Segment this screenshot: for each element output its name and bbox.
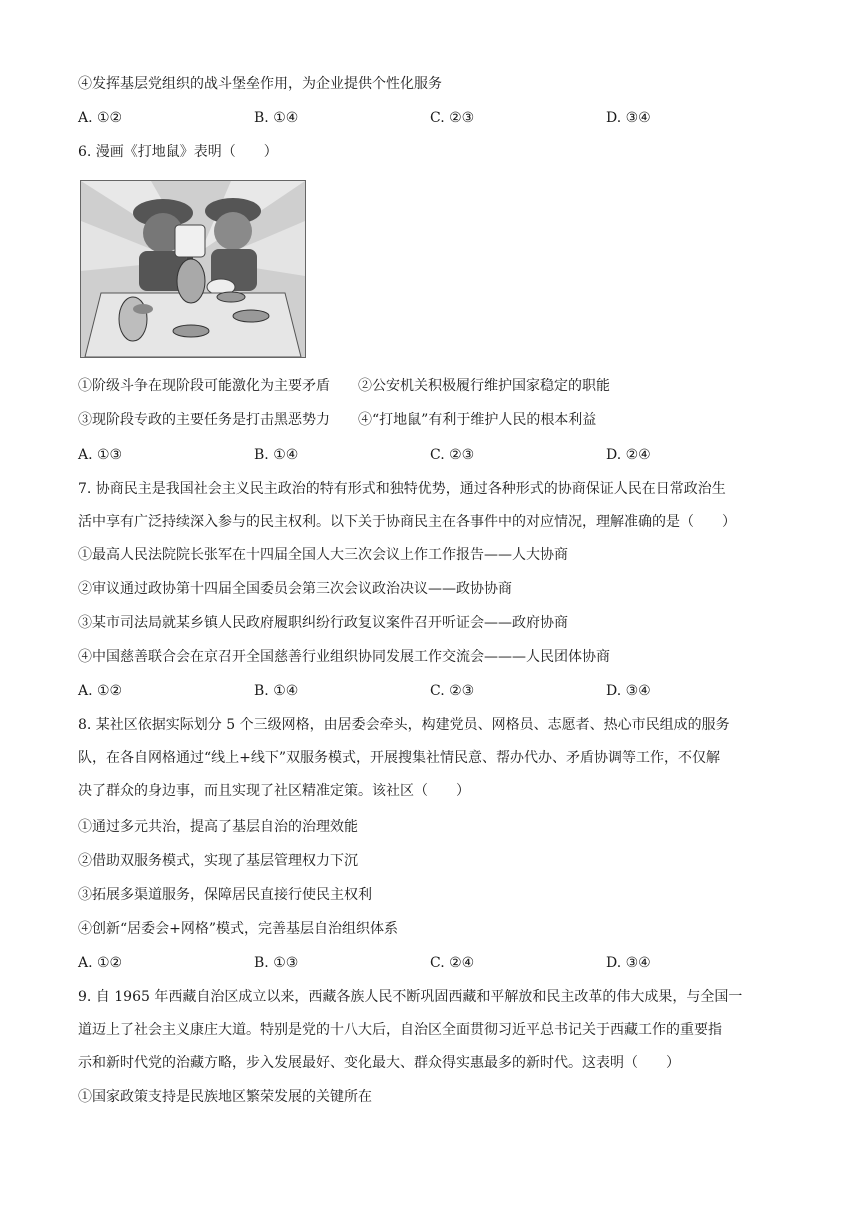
question-stem: 9. 自 1965 年西藏自治区成立以来，西藏各族人民不断巩固西藏和平解放和民主改革的伟大成果，与全国一 [78,989,743,1005]
option-text: ①通过多元共治，提高了基层自治的治理效能 [78,819,358,835]
choice-a: A. ①② [78,955,123,971]
question-stem: 队，在各自网格通过“线上+线下”双服务模式，开展搜集社情民意、帮办代办、矛盾协调等工作，不仅解 [78,750,721,766]
answer-choices [78,445,798,465]
choice-c: C. ②③ [430,110,475,126]
option-text: ③某市司法局就某乡镇人民政府履职纠纷行政复议案件召开听证会——政府协商 [78,615,568,631]
question-stem: 7. 协商民主是我国社会主义民主政治的特有形式和独特优势，通过各种形式的协商保证人民在日常政治生 [78,481,726,497]
question-stem: 道迈上了社会主义康庄大道。特别是党的十八大后，自治区全面贯彻习近平总书记关于西藏工作的重要指 [78,1022,722,1038]
cartoon-whack-a-mole-image [80,180,306,358]
choice-b: B. ①④ [254,110,299,126]
option-text: ④创新“居委会+网格”模式，完善基层自治组织体系 [78,921,399,937]
choice-c: C. ②④ [430,955,475,971]
option-text: ④发挥基层党组织的战斗堡垒作用，为企业提供个性化服务 [78,76,442,92]
answer-choices [78,953,798,973]
question-stem: 活中享有广泛持续深入参与的民主权利。以下关于协商民主在各事件中的对应情况，理解准确的是（ ） [78,514,736,530]
option-text: ①国家政策支持是民族地区繁荣发展的关键所在 [78,1089,372,1105]
choice-b: B. ①③ [254,955,299,971]
choice-a: A. ①② [78,683,123,699]
option-text: ②借助双服务模式，实现了基层管理权力下沉 [78,853,358,869]
option-text: ④中国慈善联合会在京召开全国慈善行业组织协同发展工作交流会———人民团体协商 [78,649,610,665]
choice-d: D. ③④ [606,955,651,971]
option-line: ①阶级斗争在现阶段可能激化为主要矛盾 ②公安机关积极履行维护国家稳定的职能 [78,378,610,394]
choice-d: D. ②④ [606,447,651,463]
choice-b: B. ①④ [254,683,299,699]
choice-b: B. ①④ [254,447,299,463]
option-text: ③拓展多渠道服务，保障居民直接行使民主权利 [78,887,372,903]
choice-a: A. ①② [78,110,123,126]
choice-c: C. ②③ [430,447,475,463]
question-stem: 8. 某社区依据实际划分 5 个三级网格，由居委会牵头，构建党员、网格员、志愿者、热心市民组成的服务 [78,717,730,733]
answer-choices [78,681,798,701]
option-text: ②审议通过政协第十四届全国委员会第三次会议政治决议——政协协商 [78,581,512,597]
answer-choices [78,108,798,128]
question-stem: 6. 漫画《打地鼠》表明（ ） [78,144,278,160]
choice-a: A. ①③ [78,447,123,463]
choice-c: C. ②③ [430,683,475,699]
choice-d: D. ③④ [606,110,651,126]
choice-d: D. ③④ [606,683,651,699]
option-line: ③现阶段专政的主要任务是打击黑恶势力 ④“打地鼠”有利于维护人民的根本利益 [78,412,597,428]
option-text: ①最高人民法院院长张军在十四届全国人大三次会议上作工作报告——人大协商 [78,547,568,563]
question-stem: 决了群众的身边事，而且实现了社区精准定策。该社区（ ） [78,783,470,799]
question-stem: 示和新时代党的治藏方略，步入发展最好、变化最大、群众得实惠最多的新时代。这表明（ ） [78,1055,680,1071]
